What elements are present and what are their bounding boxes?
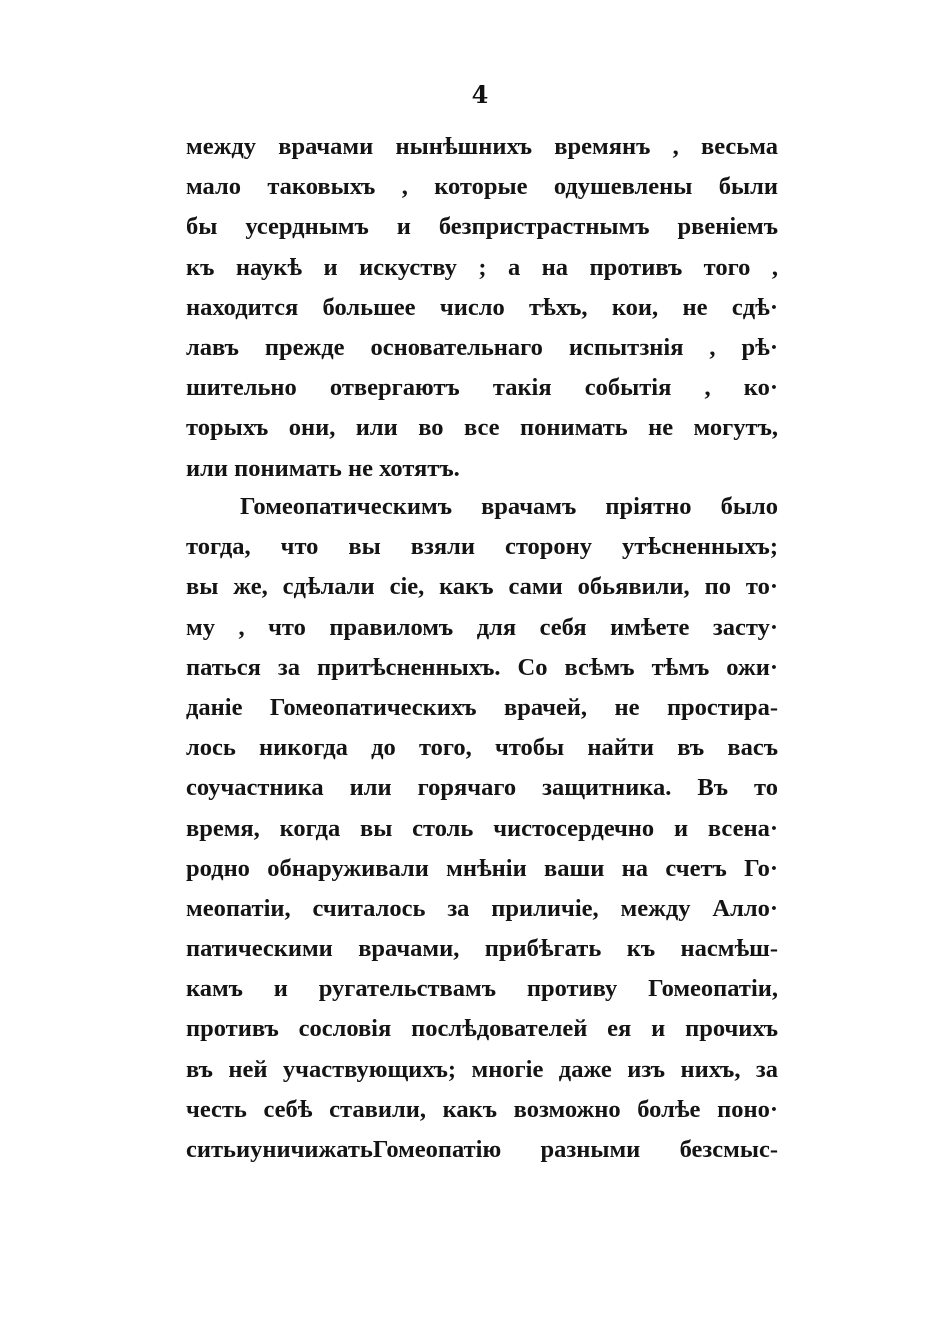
text-line: честь себѣ ставили, какъ возможно болѣе поно·	[186, 1095, 778, 1123]
paragraph-1	[186, 127, 778, 489]
text-line: между врачами нынѣшнихъ времянъ , весьма	[186, 133, 778, 160]
text-line: въ ней участвующихъ; многіе даже изъ нихъ, за	[186, 1055, 778, 1083]
text-line: вы же, сдѣлали сіе, какъ сами обьявили, по то·	[186, 573, 778, 601]
text-line: лось никогда до того, чтобы найти въ васъ	[186, 734, 778, 762]
text-line: Гомеопатическимъ врачамъ пріятно было	[240, 493, 778, 520]
text-line: бы усерднымъ и безпристрастнымъ рвеніемъ	[186, 213, 778, 241]
text-line: паться за притѣсненныхъ. Со всѣмъ тѣмъ ожи·	[186, 653, 778, 681]
text-line: противъ сословія послѣдователей ея и прочихъ	[186, 1015, 778, 1043]
text-line: патическими врачами, прибѣгать къ насмѣш-	[186, 935, 778, 963]
text-line: мало таковыхъ , которые одушевлены были	[186, 173, 778, 201]
text-line: даніе Гомеопатическихъ врачей, не простира-	[186, 693, 778, 721]
text-line: находится большее число тѣхъ, кои, не сдѣ·	[186, 293, 778, 321]
paragraph-2	[186, 487, 778, 1170]
page-number: 4	[471, 80, 489, 109]
text-line: къ наукѣ и искуству ; а на противъ того ,	[186, 253, 778, 281]
text-line: родно обнаруживали мнѣніи ваши на счетъ Го·	[186, 854, 778, 882]
text-line: соучастника или горячаго защитника. Въ то	[186, 774, 778, 802]
text-line: меопатіи, считалось за приличіе, между Алло·	[186, 894, 778, 922]
text-line: шительно отвергаютъ такія событія , ко·	[186, 374, 778, 402]
text-line: торыхъ они, или во все понимать не могутъ,	[186, 414, 778, 442]
text-line: время, когда вы столь чистосердечно и всена·	[186, 814, 778, 842]
text-line: му , что правиломъ для себя имѣете засту·	[186, 613, 778, 641]
text-line: лавъ прежде основательнаго испытзнія , рѣ·	[186, 333, 778, 361]
text-line: или понимать не хотятъ.	[186, 454, 460, 482]
text-line: камъ и ругательствамъ противу Гомеопатіи,	[186, 975, 778, 1003]
text-line: тогда, что вы взяли сторону утѣсненныхъ;	[186, 533, 778, 561]
text-line: ситьиуничижатьГомеопатію разными безсмыс-	[186, 1136, 778, 1163]
